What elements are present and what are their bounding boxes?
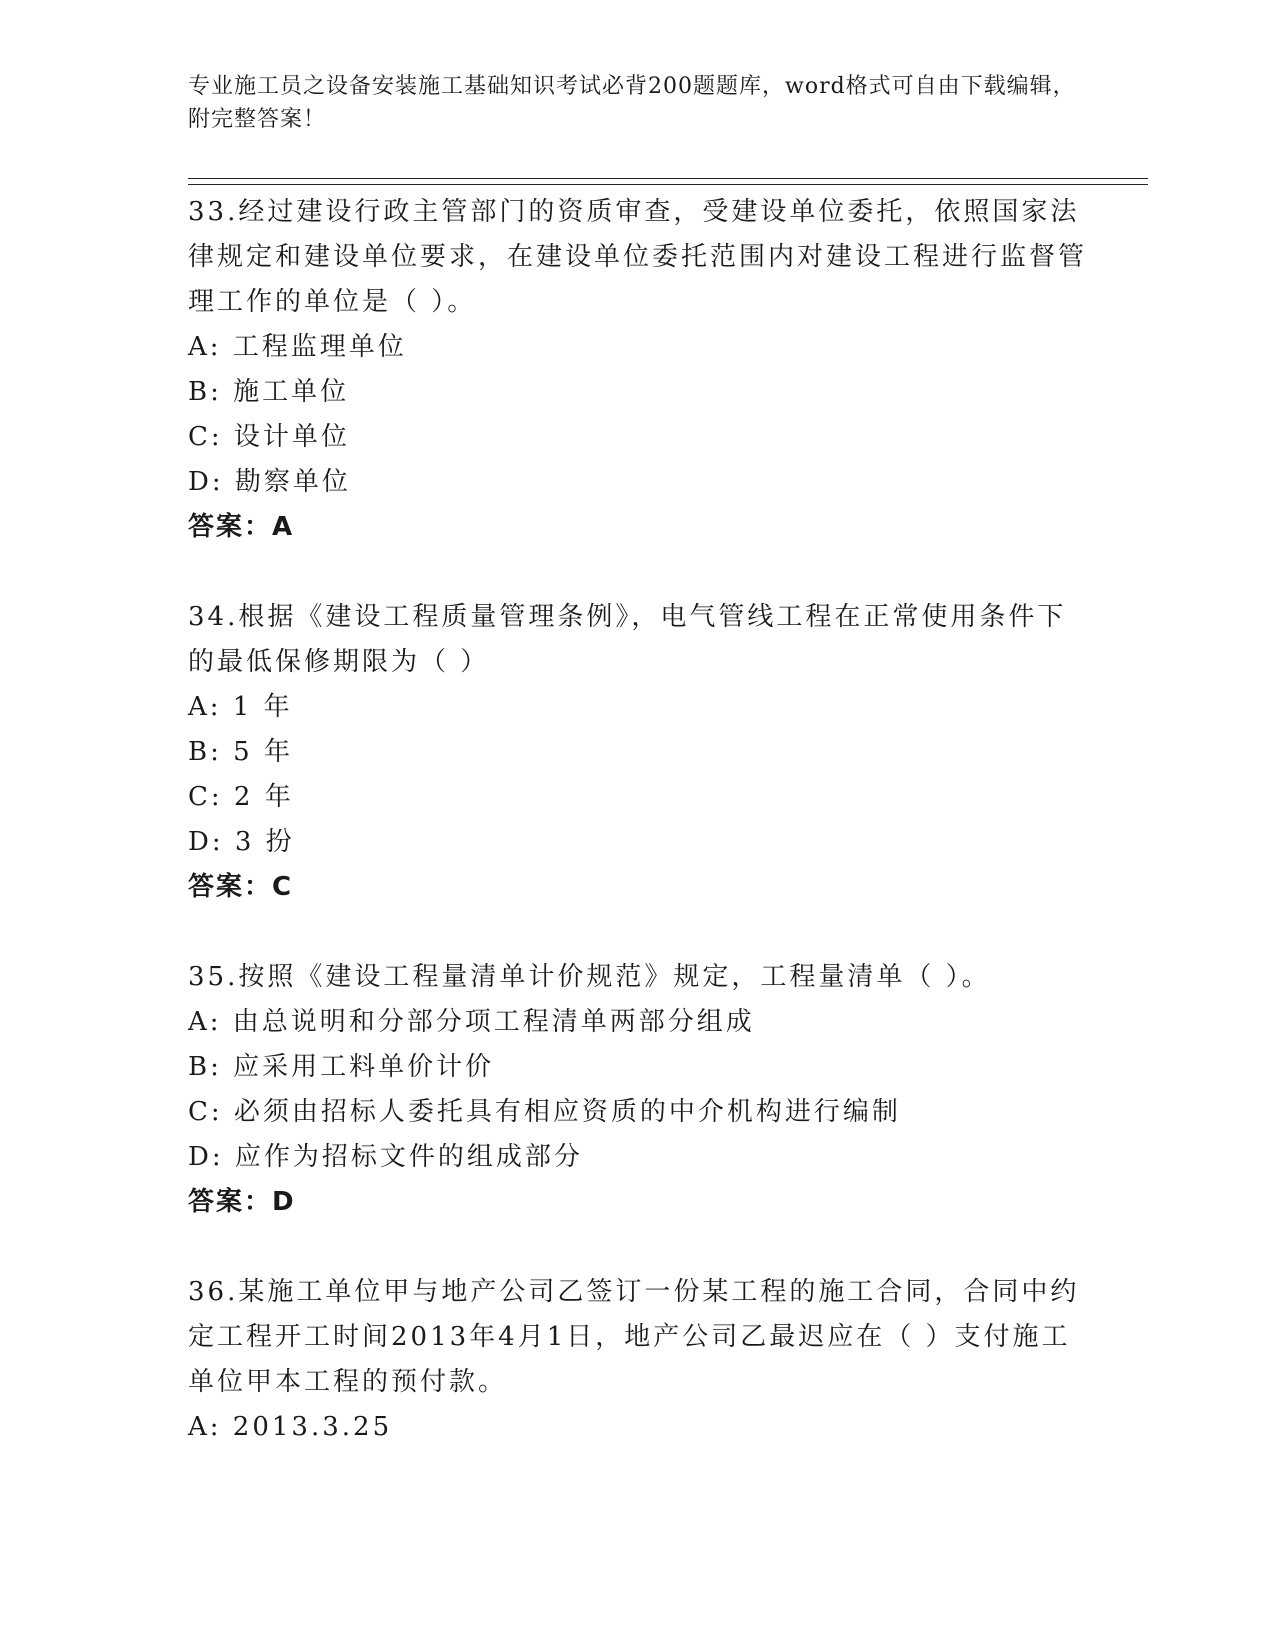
- question-33: [188, 190, 1088, 550]
- answer: 答案：C: [188, 872, 294, 902]
- question-list: [188, 190, 1088, 1450]
- header-divider-top: [188, 178, 1148, 179]
- option-c: C: 设计单位: [188, 422, 350, 452]
- option-b: B: 施工单位: [188, 377, 350, 407]
- question-text: 35.按照《建设工程量清单计价规范》规定，工程量清单（ ）。: [188, 962, 991, 992]
- option-a: A: 2013.3.25: [188, 1412, 393, 1442]
- option-a: A: 1 年: [188, 692, 293, 722]
- option-c: C: 必须由招标人委托具有相应资质的中介机构进行编制: [188, 1097, 901, 1127]
- answer: 答案：A: [188, 512, 295, 542]
- header-divider-bottom: [188, 184, 1148, 185]
- option-b: B: 5 年: [188, 737, 293, 767]
- question-36: [188, 1270, 1088, 1450]
- spacer: [188, 910, 1088, 955]
- question-text: 34.根据《建设工程质量管理条例》，电气管线工程在正常使用条件下的最低保修期限为（ ）: [188, 602, 1067, 677]
- option-d: D: 应作为招标文件的组成部分: [188, 1142, 583, 1172]
- question-text: 36.某施工单位甲与地产公司乙签订一份某工程的施工合同，合同中约定工程开工时间2013年4月1日，地产公司乙最迟应在（ ）支付施工单位甲本工程的预付款。: [188, 1277, 1080, 1397]
- option-c: C: 2 年: [188, 782, 294, 812]
- option-a: A: 由总说明和分部分项工程清单两部分组成: [188, 1007, 755, 1037]
- question-35: [188, 955, 1088, 1225]
- option-d: D: 勘察单位: [188, 467, 351, 497]
- spacer: [188, 550, 1088, 595]
- question-34: [188, 595, 1088, 910]
- spacer: [188, 1225, 1088, 1270]
- option-d: D: 3 扮: [188, 827, 295, 857]
- option-b: B: 应采用工料单价计价: [188, 1052, 495, 1082]
- question-text: 33.经过建设行政主管部门的资质审查，受建设单位委托，依照国家法律规定和建设单位要求，在建设单位委托范围内对建设工程进行监督管理工作的单位是（ ）。: [188, 197, 1088, 317]
- option-a: A: 工程监理单位: [188, 332, 407, 362]
- document-header: 专业施工员之设备安装施工基础知识考试必背200题题库，word格式可自由下载编辑，附完整答案！: [188, 74, 1076, 132]
- answer: 答案：D: [188, 1187, 296, 1217]
